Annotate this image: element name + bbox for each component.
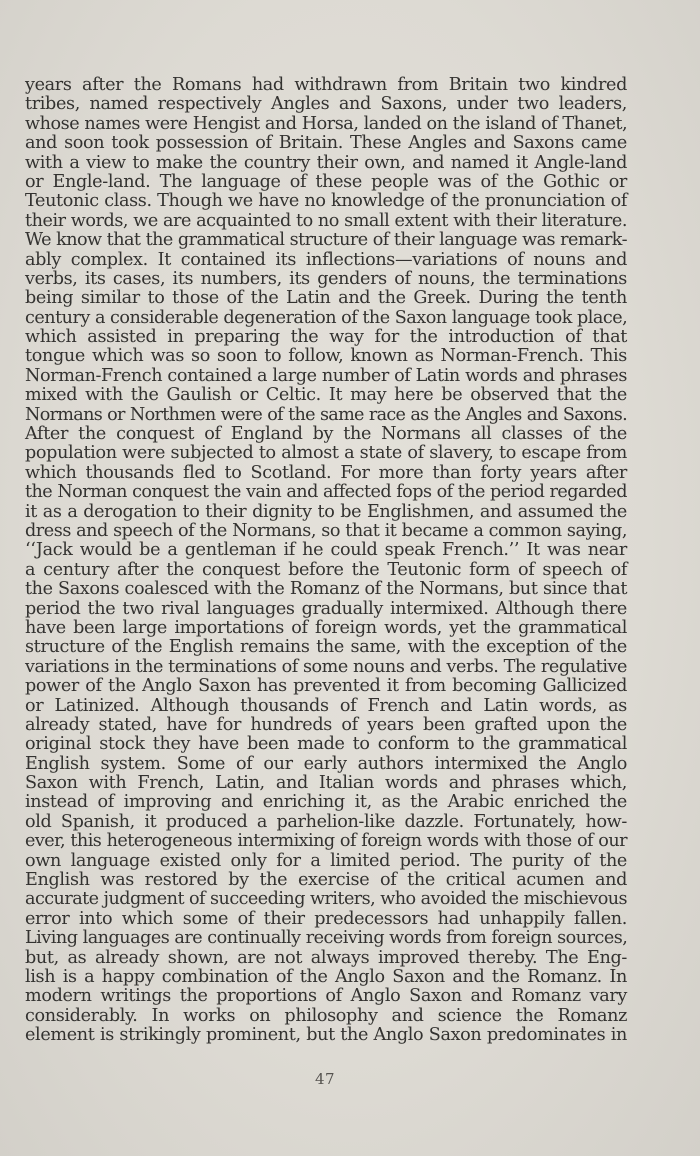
text-line: variations in the terminations of some nouns and verbs. The regulative xyxy=(25,656,627,677)
text-line: Normans or Northmen were of the same race as the Angles and Saxons. xyxy=(25,404,627,425)
text-line: a century after the conquest before the Teutonic form of speech of xyxy=(25,559,627,580)
text-line: instead of improving and enriching it, as the Arabic enriched the xyxy=(25,792,627,813)
text-line: own language existed only for a limited period. The purity of the xyxy=(25,850,627,871)
text-line: error into which some of their predecessors had unhappily fallen. xyxy=(25,908,627,929)
text-line: it as a derogation to their dignity to be Englishmen, and assumed the xyxy=(25,501,627,522)
text-line: have been large importations of foreign words, yet the grammatical xyxy=(25,617,627,638)
text-line: tongue which was so soon to follow, known as Norman-French. This xyxy=(25,346,627,367)
text-line: Teutonic class. Though we have no knowledge of the pronunciation of xyxy=(25,191,627,212)
text-line: power of the Anglo Saxon has prevented it from becoming Gallicized xyxy=(25,676,627,697)
text-line: the Saxons coalesced with the Romanz of the Normans, but since that xyxy=(25,579,627,600)
text-line: but, as already shown, are not always improved thereby. The Eng- xyxy=(25,947,627,968)
text-line: Living languages are continually receiving words from foreign sources, xyxy=(25,928,628,949)
body-text xyxy=(25,76,627,1046)
text-line: Norman-French contained a large number of Latin words and phrases xyxy=(25,365,627,386)
text-line: years after the Romans had withdrawn from Britain two kindred xyxy=(25,75,627,95)
text-line: their words, we are acquainted to no small extent with their literature. xyxy=(25,210,627,231)
text-line: Saxon with French, Latin, and Italian words and phrases which, xyxy=(25,773,627,794)
text-line: ever, this heterogeneous intermixing of foreign words with those of our xyxy=(25,831,627,852)
text-line: being similar to those of the Latin and the Greek. During the tenth xyxy=(25,288,627,309)
text-line: ‘‘Jack would be a gentleman if he could speak French.’’ It was near xyxy=(25,540,627,561)
text-line: considerably. In works on philosophy and science the Romanz xyxy=(25,1005,627,1026)
text-line: or Engle-land. The language of these people was of the Gothic or xyxy=(25,171,627,192)
text-line: tribes, named respectively Angles and Saxons, under two leaders, xyxy=(25,94,627,115)
page-number: 47 xyxy=(314,1070,336,1088)
text-line: period the two rival languages gradually intermixed. Although there xyxy=(25,598,627,619)
text-line: mixed with the Gaulish or Celtic. It may here be observed that the xyxy=(25,385,627,406)
text-line: which assisted in preparing the way for the introduction of that xyxy=(25,327,627,348)
text-line: with a view to make the country their own, and named it Angle-land xyxy=(25,152,627,173)
text-line: population were subjected to almost a state of slavery, to escape from xyxy=(25,443,627,464)
text-line: ably complex. It contained its inflections—variations of nouns and xyxy=(25,249,627,270)
text-line: dress and speech of the Normans, so that it became a common saying, xyxy=(25,520,627,541)
text-line: or Latinized. Although thousands of French and Latin words, as xyxy=(25,695,627,716)
text-line: original stock they have been made to conform to the grammatical xyxy=(25,734,627,755)
text-line: verbs, its cases, its numbers, its genders of nouns, the terminations xyxy=(25,268,627,289)
text-line: whose names were Hengist and Horsa, landed on the island of Thanet, xyxy=(25,113,628,134)
text-line: English was restored by the exercise of the critical acumen and xyxy=(25,870,627,891)
text-line: the Norman conquest the vain and affected fops of the period regarded xyxy=(25,482,627,503)
text-line: element is strikingly prominent, but the Anglo Saxon predominates in xyxy=(25,1025,627,1046)
text-line: century a considerable degeneration of the Saxon language took place, xyxy=(25,307,628,328)
text-line: already stated, have for hundreds of years been grafted upon the xyxy=(25,714,627,735)
text-line: modern writings the proportions of Anglo Saxon and Romanz vary xyxy=(25,986,627,1007)
text-line: which thousands fled to Scotland. For more than forty years after xyxy=(25,462,627,483)
text-line: lish is a happy combination of the Anglo Saxon and the Romanz. In xyxy=(25,966,627,987)
text-line: English system. Some of our early authors intermixed the Anglo xyxy=(25,753,627,774)
text-line: We know that the grammatical structure of their language was remark- xyxy=(25,230,627,251)
text-line: old Spanish, it produced a parhelion-like dazzle. Fortunately, how- xyxy=(25,811,627,832)
text-line: accurate judgment of succeeding writers, who avoided the mischievous xyxy=(25,889,627,910)
text-line: and soon took possession of Britain. These Angles and Saxons came xyxy=(25,133,627,154)
text-line: structure of the English remains the same, with the exception of the xyxy=(25,637,627,658)
text-line: After the conquest of England by the Normans all classes of the xyxy=(25,424,627,445)
